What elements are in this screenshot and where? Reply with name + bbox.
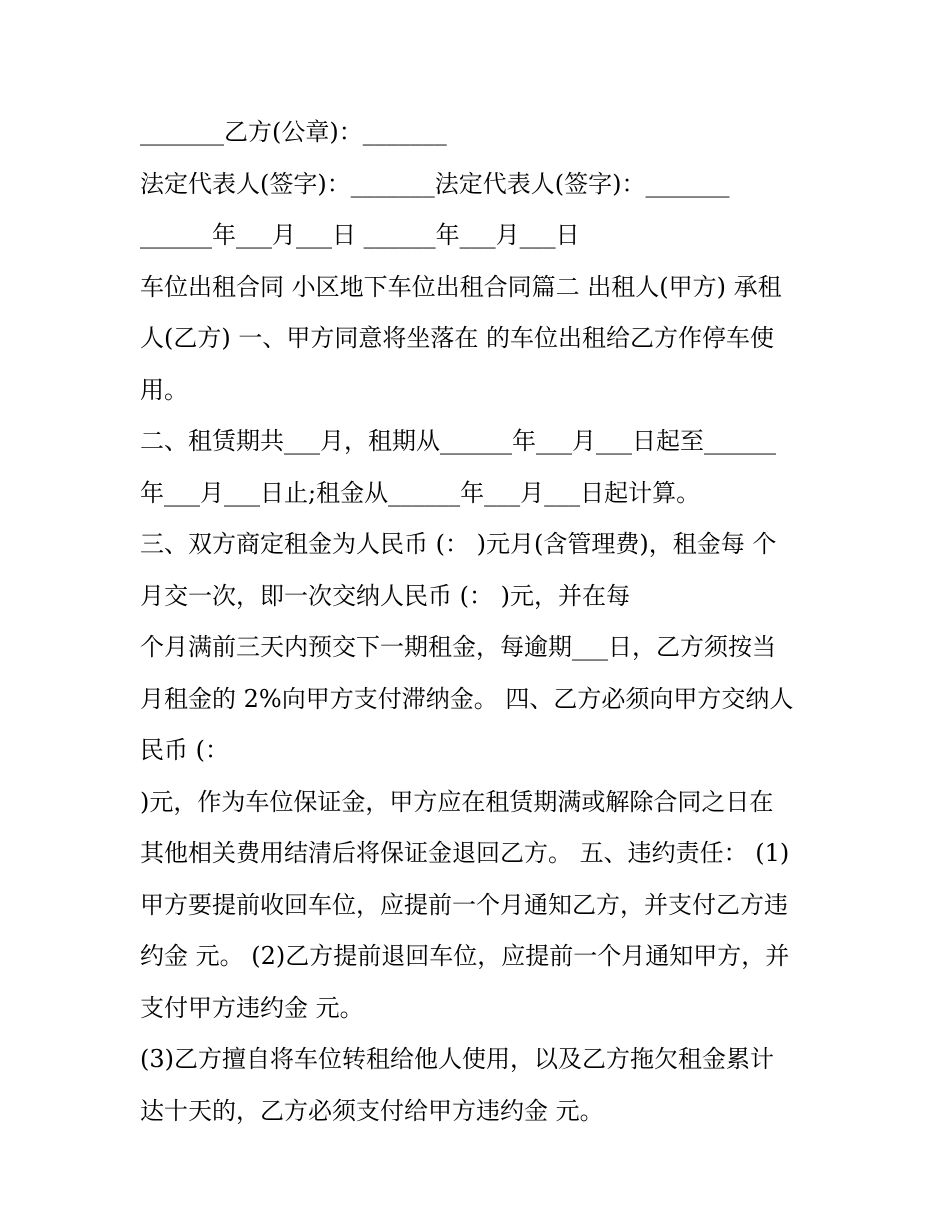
clause-4-line-1: 民币 (：	[140, 736, 229, 764]
contract-title-line: 车位出租合同 小区地下车位出租合同篇二 出租人(甲方) 承租	[140, 272, 782, 301]
clause-5-line-1: 甲方要提前收回车位，应提前一个月通知乙方，并支付乙方违	[140, 890, 788, 919]
clause-4-line-2: )元，作为车位保证金，甲方应在租赁期满或解除合同之日在	[140, 787, 774, 816]
clause-5-line-4: (3)乙方擅自将车位转租给他人使用，以及乙方拖欠租金累计	[140, 1045, 774, 1073]
clause-3-line-4: 月租金的 2%向甲方支付滞纳金。 四、乙方必须向甲方交纳人	[140, 684, 794, 713]
clause-3-line-2: 月交一次，即一次交纳人民币 (： )元，并在每	[140, 581, 630, 610]
clause-1-line-1: 人(乙方) 一、甲方同意将坐落在 的车位出租给乙方作停车使	[140, 324, 774, 352]
clause-3-line-3: 个月满前三天内预交下一期租金，每逾期___日，乙方须按当	[140, 633, 776, 661]
signature-line-legal-representatives: 法定代表人(签字)：_______法定代表人(签字)：_______	[140, 169, 730, 198]
contract-text	[140, 107, 820, 1137]
signature-date-line: ______年___月___日 ______年___月___日	[140, 221, 580, 249]
clause-5-line-5: 达十天的，乙方必须支付给甲方违约金 元。	[140, 1096, 604, 1125]
signature-line-party-b-seal: _______乙方(公章)：_______	[140, 118, 447, 146]
clause-3-line-1: 三、双方商定租金为人民币 (： )元月(含管理费)，租金每 个	[140, 530, 777, 558]
clause-5-line-2: 约金 元。 (2)乙方提前退回车位，应提前一个月通知甲方，并	[140, 942, 790, 970]
clause-2-line-1: 二、租赁期共___月，租期从______年___月___日起至______	[140, 427, 776, 455]
clause-5-line-3: 支付甲方违约金 元。	[140, 993, 364, 1022]
clause-1-line-2: 用。	[140, 375, 188, 404]
clause-2-line-2: 年___月___日止;租金从______年___月___日起计算。	[140, 478, 701, 507]
clause-4-line-3: 其他相关费用结清后将保证金退回乙方。 五、违约责任： (1)	[140, 839, 790, 867]
